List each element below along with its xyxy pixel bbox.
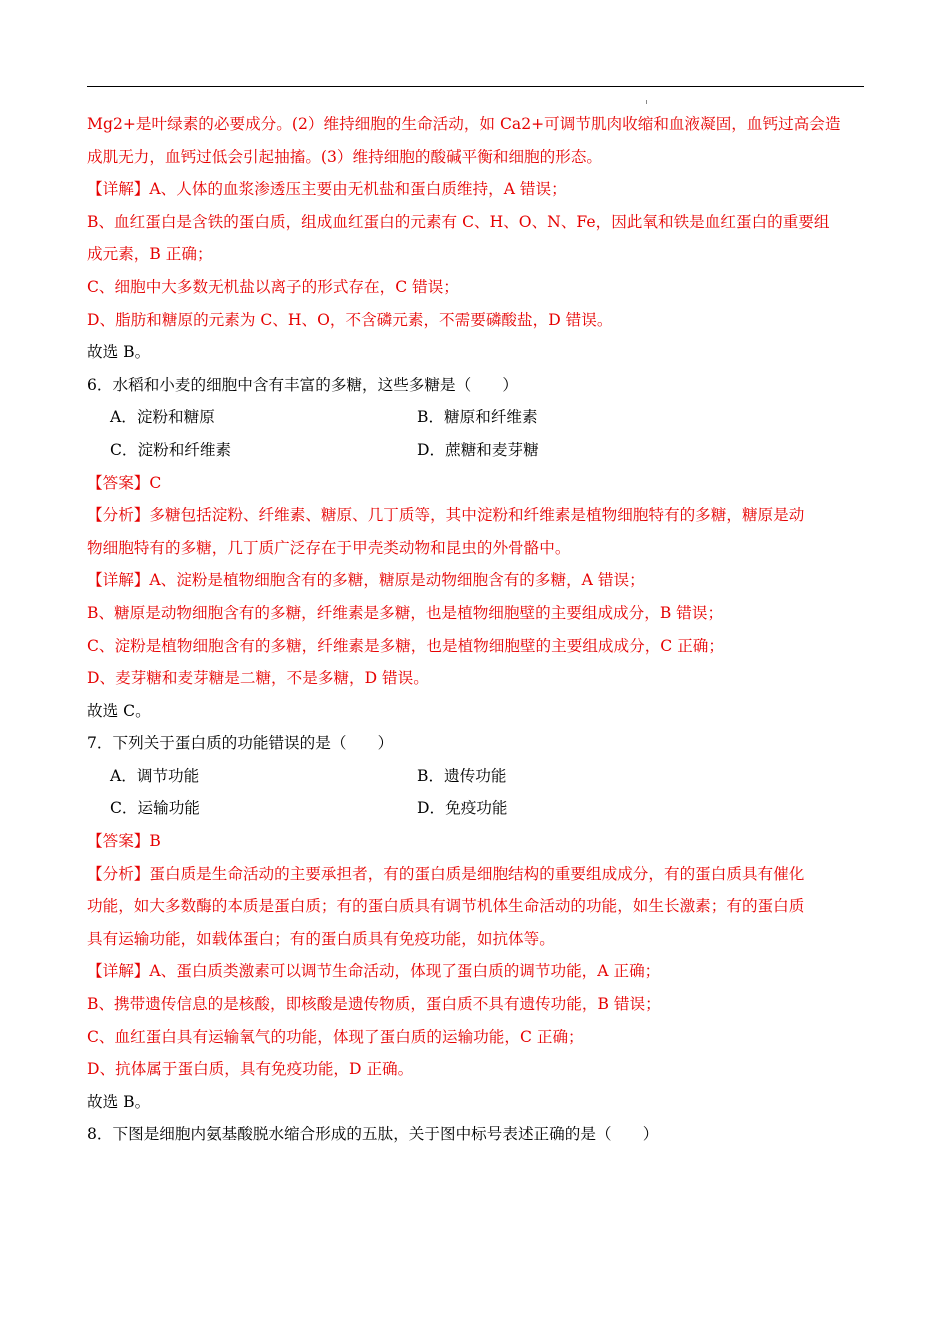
option-c: C．淀粉和纤维素 [110,440,232,459]
question-7-stem: 7．下列关于蛋白质的功能错误的是（ ） [87,734,394,753]
continuation-line-1: Mg2+是叶绿素的必要成分。(2）维持细胞的生命活动，如 Ca2+可调节肌肉收缩和血液凝固，血钙过高会造 [87,115,841,133]
question-8-stem: 8．下图是细胞内氨基酸脱水缩合形成的五肽，关于图中标号表述正确的是（ ） [87,1125,659,1144]
detail-6-a: 【详解】A、淀粉是植物细胞含有的多糖，糖原是动物细胞含有的多糖，A 错误； [87,571,645,590]
analysis-6-line-1: 【分析】多糖包括淀粉、纤维素、糖原、几丁质等，其中淀粉和纤维素是植物细胞特有的多糖，糖原是动 [87,506,805,525]
analysis-7-line-2: 功能，如大多数酶的本质是蛋白质；有的蛋白质具有调节机体生命活动的功能，如生长激素；有的蛋白质 [87,897,805,916]
question-7-options-row-1 [87,760,867,793]
answer-7: 【答案】B [87,832,161,851]
question-6-stem: 6．水稻和小麦的细胞中含有丰富的多糖，这些多糖是（ ） [87,375,518,394]
question-6-options-row-1 [87,401,867,434]
detail-c: C、细胞中大多数无机盐以离子的形式存在，C 错误； [87,277,459,296]
continuation-line-2: 成肌无力，血钙过低会引起抽搐。(3）维持细胞的酸碱平衡和细胞的形态。 [87,147,603,166]
detail-7-d: D、抗体属于蛋白质，具有免疫功能，D 正确。 [87,1060,414,1079]
header-mark [646,100,647,104]
option-a: A．淀粉和糖原 [110,408,215,427]
question-6-options-row-2 [87,434,867,467]
detail-b-line-2: 成元素，B 正确； [87,245,213,264]
detail-6-c: C、淀粉是植物细胞含有的多糖，纤维素是多糖，也是植物细胞壁的主要组成成分，C 正确； [87,636,724,655]
option-c: C．运输功能 [110,799,200,818]
analysis-6-line-2: 物细胞特有的多糖，几丁质广泛存在于甲壳类动物和昆虫的外骨骼中。 [87,538,571,557]
option-b: B．糖原和纤维素 [417,408,538,427]
analysis-7-line-3: 具有运输功能，如载体蛋白；有的蛋白质具有免疫功能，如抗体等。 [87,929,555,948]
page-content [87,108,867,1151]
detail-6-d: D、麦芽糖和麦芽糖是二糖，不是多糖，D 错误。 [87,669,429,688]
question-7-options-row-2 [87,792,867,825]
answer-6: 【答案】C [87,473,162,492]
detail-6-b: B、糖原是动物细胞含有的多糖，纤维素是多糖，也是植物细胞壁的主要组成成分，B 错误； [87,603,724,622]
option-a: A．调节功能 [110,766,200,785]
detail-7-c: C、血红蛋白具有运输氧气的功能，体现了蛋白质的运输功能，C 正确； [87,1027,584,1046]
detail-7-a: 【详解】A、蛋白质类激素可以调节生命活动，体现了蛋白质的调节功能，A 正确； [87,962,661,981]
option-d: D．免疫功能 [417,799,508,818]
choose-text: 故选 B。 [87,343,151,362]
option-d: D．蔗糖和麦芽糖 [417,440,539,459]
detail-a: 【详解】A、人体的血浆渗透压主要由无机盐和蛋白质维持，A 错误； [87,180,567,199]
detail-d: D、脂肪和糖原的元素为 C、H、O，不含磷元素，不需要磷酸盐，D 错误。 [87,310,613,329]
detail-b-line-1: B、血红蛋白是含铁的蛋白质，组成血红蛋白的元素有 C、H、O、N、Fe，因此氧和铁是血红蛋白的重要组 [87,212,830,231]
header-rule [87,86,864,87]
analysis-7-line-1: 【分析】蛋白质是生命活动的主要承担者，有的蛋白质是细胞结构的重要组成成分，有的蛋白质具有催化 [87,864,805,883]
detail-7-b: B、携带遗传信息的是核酸，即核酸是遗传物质，蛋白质不具有遗传功能，B 错误； [87,995,661,1014]
option-b: B．遗传功能 [417,766,507,785]
choose-7: 故选 B。 [87,1092,151,1111]
choose-6: 故选 C。 [87,701,151,720]
